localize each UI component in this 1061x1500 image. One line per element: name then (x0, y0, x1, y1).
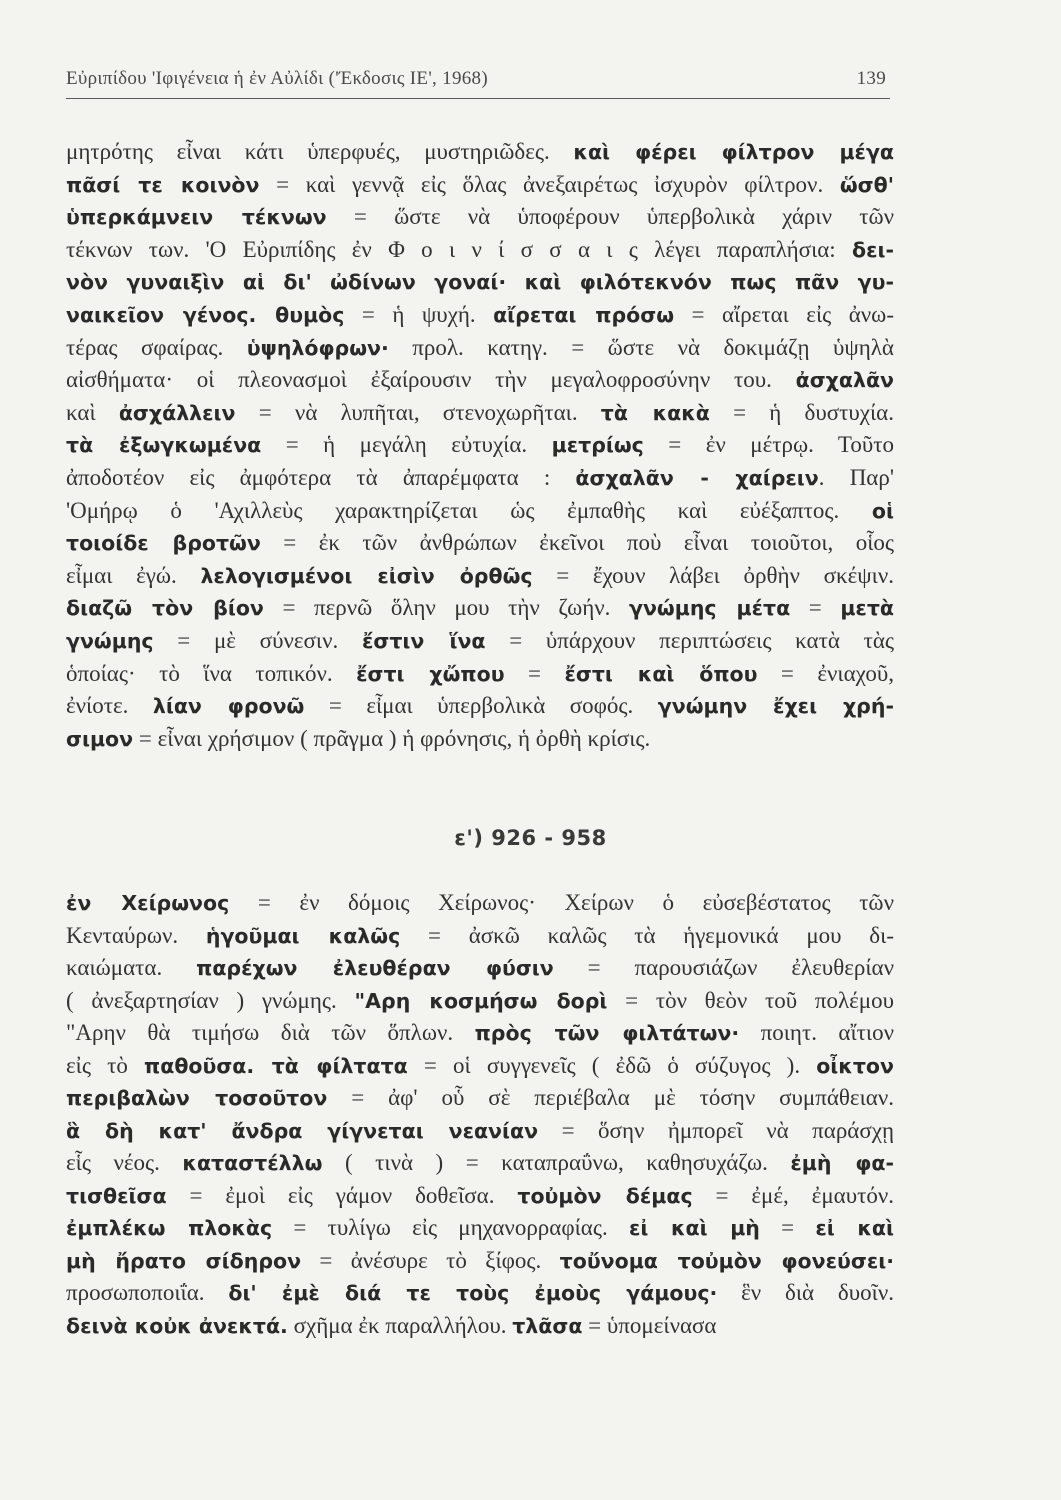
lemma-term: παρέχων ἐλευθέραν φύσιν (196, 956, 554, 980)
text-line (66, 1212, 894, 1245)
text-line (66, 332, 894, 365)
lemma-term: εἰ καὶ μὴ (628, 1216, 760, 1240)
lemma-term: τὰ ἐξωγκωμένα (66, 433, 262, 458)
text-line (66, 299, 894, 332)
text-line (66, 1245, 894, 1278)
gloss-text: = ὑπάρχουν περιπτώσεις κατὰ τὰς (485, 627, 894, 653)
lemma-term: ἔστι χὤπου (356, 661, 505, 686)
section-heading: ε') 926 - 958 (454, 826, 607, 850)
text-line (66, 1017, 894, 1050)
text-line (66, 560, 894, 593)
text-line (66, 658, 894, 691)
gloss-text: = ἐκ τῶν ἀνθρώπων ἐκεῖνοι ποὺ εἶναι τοιοῦτοι, οἷος (260, 530, 894, 556)
lemma-term: διαζῶ τὸν βίον (66, 596, 264, 621)
gloss-text: = εἶμαι ὑπερβολικὰ σοφός. (304, 693, 658, 719)
gloss-text: τέκνων των. 'Ο Εὐριπίδης ἐν Φ ο ι ν ί σ σ α ι ς λέγει παραπλήσια: (66, 236, 852, 262)
gloss-text: ( ἀνεξαρτησίαν ) γνώμης. (66, 987, 355, 1013)
lemma-term: ἔστι καὶ ὅπου (564, 661, 758, 686)
gloss-text: = ἐν μέτρῳ. Τοῦτο (643, 432, 894, 458)
lemma-term: γνώμης (66, 628, 154, 653)
gloss-text: = ἐμέ, ἐμαυτόν. (692, 1182, 894, 1208)
gloss-text: αἰσθήματα· οἱ πλεονασμοὶ ἐξαίρουσιν τὴν μεγαλοφροσύνην του. (66, 367, 796, 393)
text-line (66, 429, 894, 462)
lemma-term: ὥσθ' (839, 172, 894, 197)
text-line (66, 723, 894, 756)
gloss-text: = ἀνέσυρε τὸ ξίφος. (301, 1247, 560, 1273)
gloss-text: = ἡ μεγάλη εὐτυχία. (261, 432, 552, 458)
gloss-text: εἰς τὸ (66, 1052, 145, 1078)
gloss-text: εἶμαι ἐγώ. (66, 562, 201, 588)
lemma-term: πρὸς τῶν φιλτάτων· (474, 1021, 740, 1045)
lemma-term: πᾶσί τε κοινὸν (66, 172, 260, 197)
lemma-term: εἰ καὶ (815, 1216, 894, 1240)
lemma-term: ἀσχαλᾶν - χαίρειν (575, 465, 819, 490)
gloss-text: προσωποποιΐα. (66, 1280, 229, 1305)
gloss-text: προλ. κατηγ. = ὥστε νὰ δοκιμάζῃ ὑψηλὰ (388, 334, 894, 360)
lemma-term: ἐν Χείρωνος (66, 891, 230, 915)
text-line (66, 985, 894, 1018)
lemma-term: μὴ ἤρατο σίδηρον (66, 1248, 302, 1273)
text-line (66, 169, 894, 202)
text-line (66, 920, 894, 953)
gloss-text: = (504, 660, 565, 686)
lemma-term: ἔστιν ἵνα (361, 628, 486, 653)
text-line (66, 364, 894, 397)
text-line (66, 234, 894, 267)
lemma-term: ἐμὴ φα- (790, 1151, 894, 1175)
gloss-text: = ὅσην ἠμπορεῖ νὰ παράσχῃ (538, 1117, 894, 1143)
lemma-term: δει- (852, 237, 894, 262)
lemma-term: ὑψηλόφρων· (246, 335, 389, 360)
lemma-term: λίαν φρονῶ (152, 694, 305, 719)
lemma-term: οἶκτον (816, 1053, 894, 1078)
text-line (66, 1050, 894, 1083)
lemma-term: γνώμης μέτα (628, 596, 791, 621)
gloss-text: 'Ομήρῳ ὁ 'Αχιλλεὺς χαρακτηρίζεται ὡς ἐμπαθὴς καὶ εὐέξαπτος. (66, 497, 872, 523)
gloss-text: ποιητ. αἴτιον (739, 1020, 894, 1045)
text-line (66, 1147, 894, 1180)
lemma-term: ἀσχαλᾶν (795, 368, 894, 393)
gloss-text: ἀποδοτέον εἰς ἀμφότερα τὰ ἀπαρέμφατα : (66, 464, 576, 490)
text-line (66, 201, 894, 234)
lemma-term: οἱ (871, 498, 894, 523)
lemma-term: σιμον (66, 726, 134, 751)
gloss-text: ὁποίας· τὸ ἵνα τοπικόν. (66, 660, 357, 686)
gloss-text: = ἐν δόμοις Χείρωνος· Χείρων ὁ εὐσεβέστατος τῶν (229, 890, 894, 915)
text-line (66, 1310, 894, 1343)
commentary-paragraph-1 (66, 136, 894, 755)
lemma-term: παθοῦσα. τὰ φίλτατα (144, 1053, 408, 1078)
gloss-text: . Παρ' (818, 464, 894, 490)
lemma-term: λελογισμένοι εἰσὶν ὀρθῶς (200, 563, 533, 588)
gloss-text: καὶ (66, 399, 119, 425)
gloss-text: = (790, 595, 841, 621)
text-line (66, 887, 894, 920)
gloss-text: = τὸν θεὸν τοῦ πολέμου (607, 987, 894, 1013)
gloss-text: = ὥστε νὰ ὑποφέρουν ὑπερβολικὰ χάριν τῶν (326, 204, 894, 230)
gloss-text: ( τινὰ ) = καταπραΰνω, καθησυχάζω. (322, 1150, 791, 1175)
gloss-text: = οἱ συγγενεῖς ( ἐδῶ ὁ σύζυγος ). (407, 1052, 817, 1078)
lemma-term: γνώμην ἔχει χρή- (657, 694, 894, 719)
lemma-term: τισθεῖσα (66, 1183, 167, 1208)
text-line (66, 266, 894, 299)
lemma-term: ἡγοῦμαι καλῶς (205, 923, 401, 948)
lemma-term: καταστέλλω (182, 1151, 323, 1175)
text-line (66, 397, 894, 430)
gloss-text: μητρότης εἶναι κάτι ὑπερφυές, μυστηριῶδες. (66, 139, 574, 164)
text-line (66, 1082, 894, 1115)
gloss-text: "Αρην θὰ τιμήσω διὰ τῶν ὅπλων. (66, 1020, 475, 1045)
gloss-text: = (759, 1215, 816, 1240)
gloss-text: ἐνίοτε. (66, 693, 153, 719)
running-header (66, 64, 890, 99)
gloss-text: σχῆμα ἐκ παραλλήλου. (287, 1312, 513, 1338)
gloss-text: = καὶ γεννᾷ εἰς ὅλας ἀνεξαιρέτως ἰσχυρὸν φίλτρον. (259, 171, 840, 197)
text-line (66, 1277, 894, 1310)
lemma-term: νὸν γυναιξὶν αἱ δι' ὠδίνων γοναί· καὶ φιλότεκνόν πως πᾶν γυ- (66, 270, 894, 295)
header-title: Εὐριπίδου 'Ιφιγένεια ἡ ἐν Αὐλίδι ('Έκδοσις ΙΕ', 1968) (66, 68, 488, 89)
gloss-text: = ἐνιαχοῦ, (757, 660, 894, 686)
lemma-term: ἐμπλέκω πλοκὰς (66, 1216, 273, 1240)
gloss-text: = ὑπομείνασα (582, 1312, 717, 1338)
lemma-term: αἴρεται πρόσω (493, 302, 675, 327)
gloss-text: τέρας σφαίρας. (66, 334, 247, 360)
gloss-text: = ἔχουν λάβει ὀρθὴν σκέψιν. (532, 562, 894, 588)
lemma-term: "Αρη κοσμήσω δορὶ (354, 988, 608, 1013)
lemma-term: ὑπερκάμνειν τέκνων (66, 205, 327, 230)
lemma-term: τοὐμὸν δέμας (517, 1183, 693, 1208)
gloss-text: = ἐμοὶ εἰς γάμον δοθεῖσα. (166, 1182, 518, 1208)
text-line (66, 495, 894, 528)
gloss-text: = περνῶ ὅλην μου τὴν ζωήν. (263, 595, 629, 621)
lemma-term: ναικεῖον γένος. θυμὸς (66, 302, 345, 327)
text-line (66, 690, 894, 723)
gloss-text: εἷς νέος. (66, 1150, 183, 1175)
lemma-term: δι' ἐμὲ διά τε τοὺς ἐμοὺς γάμους· (228, 1281, 718, 1305)
text-line (66, 1115, 894, 1148)
gloss-text: = ἡ δυστυχία. (709, 399, 894, 425)
gloss-text: = ἀσκῶ καλῶς τὰ ἡγεμονικά μου δι- (400, 922, 894, 948)
lemma-term: περιβαλὼν τοσοῦτον (66, 1086, 328, 1110)
gloss-text: = τυλίγω εἰς μηχανορραφίας. (272, 1215, 629, 1240)
lemma-term: τὰ κακὰ (600, 400, 710, 425)
gloss-text: = ἀφ' οὗ σὲ περιέβαλα μὲ τόσην συμπάθειαν. (327, 1085, 894, 1110)
gloss-text: = μὲ σύνεσιν. (153, 627, 362, 653)
lemma-term: ἃ δὴ κατ' ἄνδρα γίγνεται νεανίαν (66, 1118, 539, 1143)
gloss-text: = νὰ λυπῆται, στενοχωρῆται. (235, 399, 601, 425)
lemma-term: μετρίως (551, 433, 644, 458)
page-number: 139 (856, 68, 886, 89)
gloss-text: = εἶναι χρήσιμον ( πρᾶγμα ) ἡ φρόνησις, ἡ ὀρθὴ κρίσις. (133, 725, 651, 751)
lemma-term: τλᾶσα (512, 1313, 583, 1338)
gloss-text: = παρουσιάζων ἐλευθερίαν (553, 955, 894, 980)
commentary-paragraph-2 (66, 887, 894, 1342)
text-line (66, 136, 894, 169)
lemma-term: μετὰ (840, 596, 894, 621)
gloss-text: ἓν διὰ δυοῖν. (717, 1280, 894, 1305)
gloss-text: = αἴρεται εἰς ἀνω- (674, 301, 894, 327)
text-line (66, 462, 894, 495)
text-line (66, 527, 894, 560)
text-line (66, 1180, 894, 1213)
lemma-term: ἀσχάλλειν (118, 400, 236, 425)
text-line (66, 625, 894, 658)
lemma-term: καὶ φέρει φίλτρον μέγα (573, 140, 894, 164)
text-line (66, 592, 894, 625)
text-line (66, 952, 894, 985)
gloss-text: Κενταύρων. (66, 922, 206, 948)
lemma-term: τοὔνομα τοὐμὸν φονεύσει· (559, 1248, 894, 1273)
lemma-term: δεινὰ κοὐκ ἀνεκτά. (66, 1313, 288, 1338)
gloss-text: καιώματα. (66, 955, 197, 980)
gloss-text: = ἡ ψυχή. (344, 301, 494, 327)
lemma-term: τοιοίδε βροτῶν (66, 531, 261, 556)
